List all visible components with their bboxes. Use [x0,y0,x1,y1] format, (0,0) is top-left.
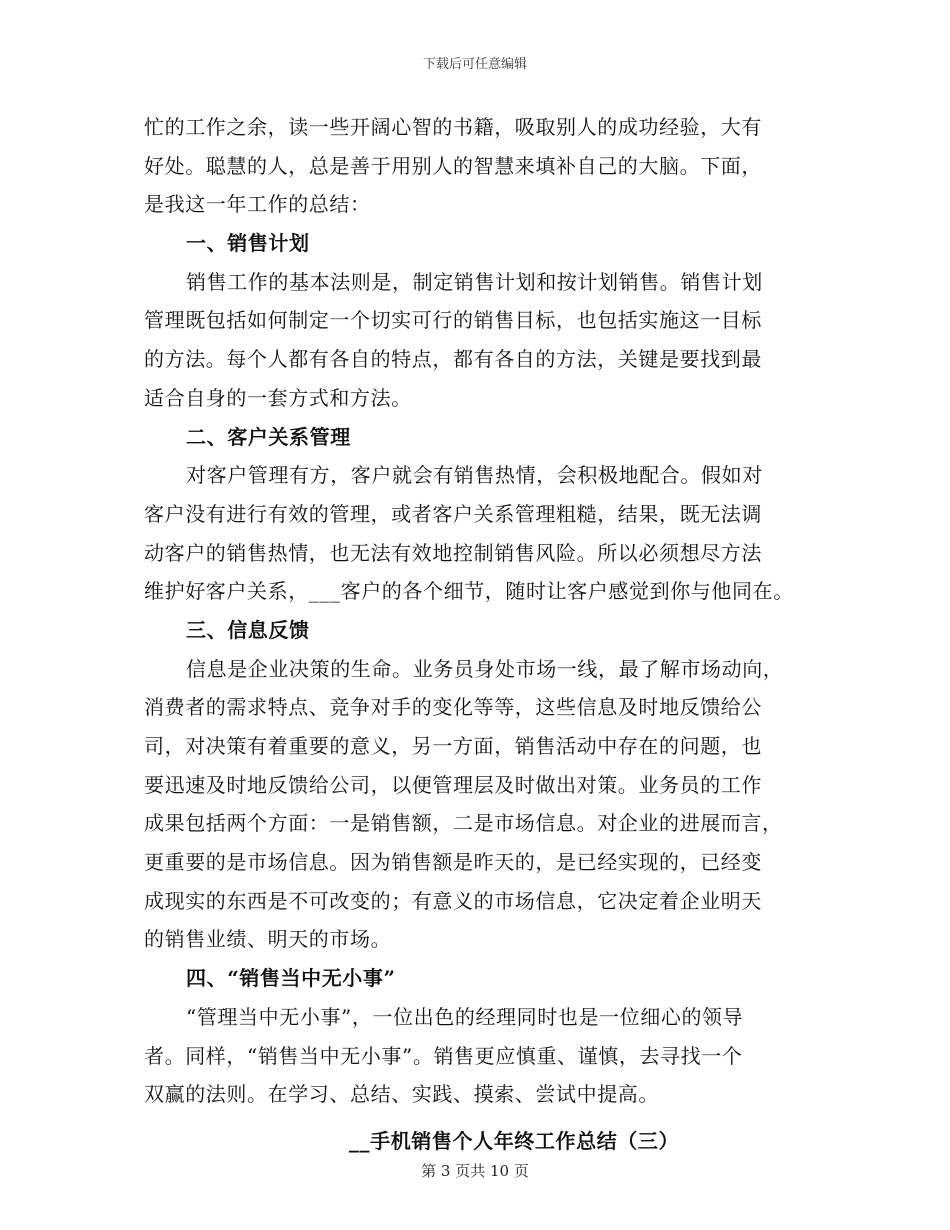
next-document-title: __手机销售个人年终工作总结（三） [348,1128,680,1153]
body-text-line: 维护好客户关系，___客户的各个细节，随时让客户感觉到你与他同在。 [144,579,794,604]
section-heading: 一、销售计划 [186,231,310,256]
body-text-line: 动客户的销售热情，也无法有效地控制销售风险。所以必须想尽方法 [144,540,762,565]
page-header: 下载后可任意编辑 [422,57,527,72]
section-heading: 二、客户关系管理 [186,424,351,449]
body-text-line: 双赢的法则。在学习、总结、实践、摸索、尝试中提高。 [144,1082,659,1107]
body-text-line: 客户没有进行有效的管理，或者客户关系管理粗糙，结果，既无法调 [144,501,762,526]
body-text-line: 消费者的需求特点、竞争对手的变化等等，这些信息及时地反馈给公 [144,695,762,720]
body-text-line: 的方法。每个人都有各自的特点，都有各自的方法，关键是要找到最 [144,347,762,372]
body-text-line: 管理既包括如何制定一个切实可行的销售目标，也包括实施这一目标 [144,308,762,333]
section-heading: 四、“销售当中无小事” [186,966,396,991]
body-text-line: 适合自身的一套方式和方法。 [144,385,412,410]
body-text-line: 者。同样，“销售当中无小事”。销售更应慎重、谨慎，去寻找一个 [144,1043,743,1068]
body-text-line: 司，对决策有着重要的意义，另一方面，销售活动中存在的问题，也 [144,734,762,758]
body-text-line: 信息是企业决策的生命。业务员身处市场一线，最了解市场动向， [186,656,784,681]
section-heading: 三、信息反馈 [186,617,310,642]
body-text-line: 销售工作的基本法则是，制定销售计划和按计划销售。销售计划 [186,269,763,294]
body-text-line: 对客户管理有方，客户就会有销售热情，会积极地配合。假如对 [186,463,763,488]
body-text-line: 更重要的是市场信息。因为销售额是昨天的，是已经实现的，已经变 [144,850,762,875]
body-text-line: 的销售业绩、明天的市场。 [144,927,392,952]
page-footer: 第 3 页共 10 页 [421,1162,529,1180]
body-text-line: 忙的工作之余，读一些开阔心智的书籍，吸取别人的成功经验，大有 [144,115,762,139]
body-text-line: 成现实的东西是不可改变的；有意义的市场信息，它决定着企业明天 [144,888,762,913]
body-text-line: 要迅速及时地反馈给公司，以便管理层及时做出对策。业务员的工作 [144,772,762,797]
body-text-line: 是我这一年工作的总结： [144,192,371,217]
body-text-line: 成果包括两个方面：一是销售额，二是市场信息。对企业的进展而言， [144,811,783,836]
body-text-line: “管理当中无小事”，一位出色的经理同时也是一位细心的领导 [186,1004,744,1029]
body-text-line: 好处。聪慧的人，总是善于用别人的智慧来填补自己的大脑。下面， [144,153,762,178]
document-body [144,108,824,1161]
